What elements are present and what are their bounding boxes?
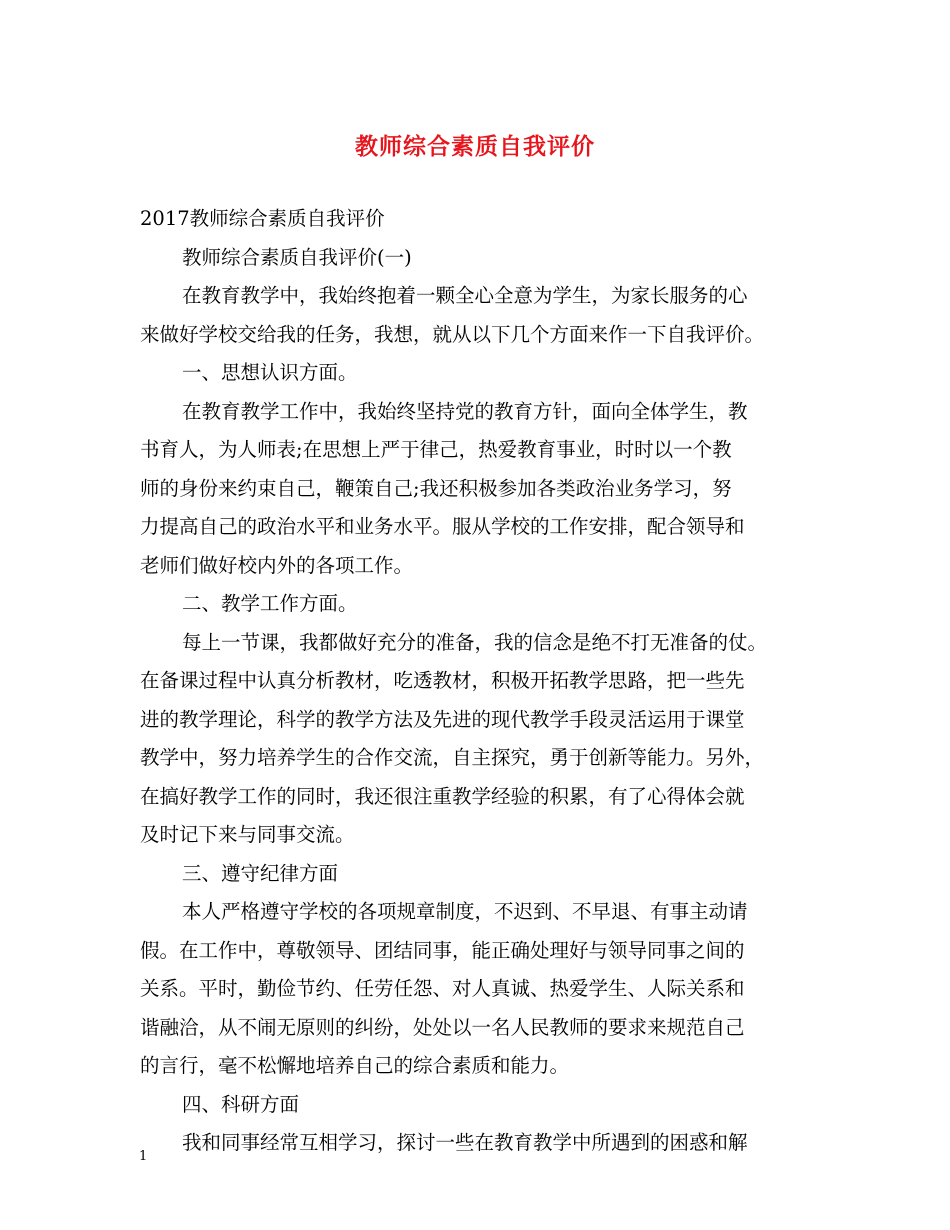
body-line: 每上一节课，我都做好充分的准备，我的信念是绝不打无准备的仗。 <box>182 630 768 654</box>
body-line: 来做好学校交给我的任务，我想，就从以下几个方面来作一下自我评价。 <box>140 322 765 346</box>
body-line: 二、教学工作方面。 <box>182 592 358 615</box>
body-line: 在备课过程中认真分析教材，吃透教材，积极开拓教学思路，把一些先 <box>140 669 745 692</box>
body-line: 谐融洽，从不闹无原则的纠纷，处处以一名人民教师的要求来规范自己 <box>140 1015 745 1039</box>
body-line: 2017教师综合素质自我评价 <box>140 207 385 230</box>
body-line: 在教育教学工作中，我始终坚持党的教育方针，面向全体学生，教 <box>182 399 748 423</box>
body-line: 四、科研方面 <box>182 1092 300 1116</box>
body-line: 教师综合素质自我评价(一) <box>182 245 412 269</box>
body-line: 书育人，为人师表;在思想上严于律己，热爱教育事业，时时以一个教 <box>140 438 732 461</box>
document-title: 教师综合素质自我评价 <box>355 133 595 160</box>
body-line: 一、思想认识方面。 <box>182 361 358 384</box>
body-line: 老师们做好校内外的各项工作。 <box>140 553 414 577</box>
body-line: 师的身份来约束自己，鞭策自己;我还积极参加各类政治业务学习，努 <box>140 476 732 500</box>
document-body <box>140 200 812 1163</box>
body-line: 三、遵守纪律方面 <box>182 861 339 885</box>
body-line: 教学中，努力培养学生的合作交流，自主探究，勇于创新等能力。另外， <box>140 746 765 769</box>
body-line: 假。在工作中，尊敬领导、团结同事，能正确处理好与领导同事之间的 <box>140 938 745 962</box>
page-number: 1 <box>139 1149 148 1164</box>
body-line: 我和同事经常互相学习，探讨一些在教育教学中所遇到的困惑和解 <box>182 1131 748 1154</box>
body-line: 及时记下来与同事交流。 <box>140 823 355 846</box>
body-line: 关系。平时，勤俭节约、任劳任怨、对人真诚、热爱学生、人际关系和 <box>140 977 745 1000</box>
body-line: 在搞好教学工作的同时，我还很注重教学经验的积累，有了心得体会就 <box>140 784 745 808</box>
body-line: 本人严格遵守学校的各项规章制度，不迟到、不早退、有事主动请 <box>182 900 748 923</box>
body-line: 进的教学理论，科学的教学方法及先进的现代教学手段灵活运用于课堂 <box>140 707 745 731</box>
body-line: 在教育教学中，我始终抱着一颗全心全意为学生，为家长服务的心 <box>182 284 748 307</box>
body-line: 的言行，毫不松懈地培养自己的综合素质和能力。 <box>140 1054 570 1077</box>
body-line: 力提高自己的政治水平和业务水平。服从学校的工作安排，配合领导和 <box>140 515 745 538</box>
